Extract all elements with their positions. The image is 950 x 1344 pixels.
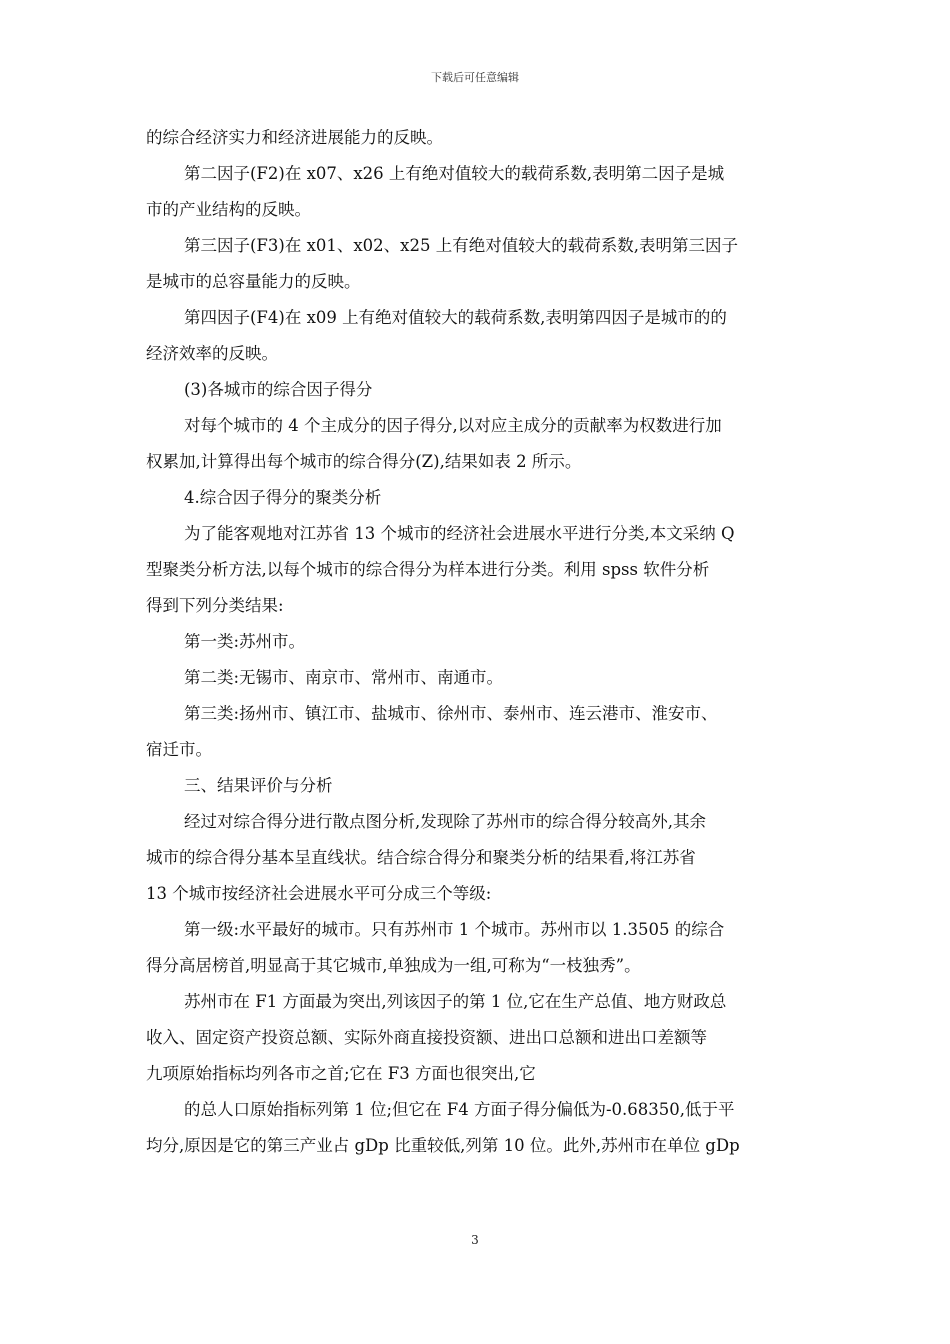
text-line: 第二因子(F2)在 x07、x26 上有绝对值较大的载荷系数,表明第二因子是城 [184, 164, 725, 183]
text-line: 权累加,计算得出每个城市的综合得分(Z),结果如表 2 所示。 [146, 452, 582, 471]
text-line: 第四因子(F4)在 x09 上有绝对值较大的载荷系数,表明第四因子是城市的的 [184, 308, 727, 327]
document-body [146, 120, 806, 1164]
text-line: 第一类:苏州市。 [184, 632, 306, 651]
text-line: 第二类:无锡市、南京市、常州市、南通市。 [184, 668, 504, 687]
text-line: 的综合经济实力和经济进展能力的反映。 [146, 128, 443, 147]
text-line: 收入、固定资产投资总额、实际外商直接投资额、进出口总额和进出口差额等 [146, 1028, 707, 1047]
text-line: 为了能客观地对江苏省 13 个城市的经济社会进展水平进行分类,本文采纳 Q [184, 524, 735, 543]
text-line: 城市的综合得分基本呈直线状。结合综合得分和聚类分析的结果看,将江苏省 [146, 848, 696, 867]
text-line: 三、结果评价与分析 [184, 776, 333, 795]
text-line: 型聚类分析方法,以每个城市的综合得分为样本进行分类。利用 spss 软件分析 [146, 560, 710, 579]
page-header: 下载后可任意编辑 [431, 71, 519, 84]
text-line: 宿迁市。 [146, 740, 212, 759]
text-line: 的总人口原始指标列第 1 位;但它在 F4 方面子得分偏低为-0.68350,低于平 [184, 1100, 735, 1119]
text-line: 市的产业结构的反映。 [146, 200, 311, 219]
text-line: 第三因子(F3)在 x01、x02、x25 上有绝对值较大的载荷系数,表明第三因子 [184, 236, 738, 255]
text-line: 4.综合因子得分的聚类分析 [184, 488, 382, 507]
text-line: 得分高居榜首,明显高于其它城市,单独成为一组,可称为“一枝独秀”。 [146, 956, 641, 975]
text-line: (3)各城市的综合因子得分 [184, 380, 373, 399]
text-line: 经济效率的反映。 [146, 344, 278, 363]
text-line: 得到下列分类结果: [146, 596, 284, 615]
text-line: 是城市的总容量能力的反映。 [146, 272, 361, 291]
text-line: 对每个城市的 4 个主成分的因子得分,以对应主成分的贡献率为权数进行加 [184, 416, 722, 435]
text-line: 第一级:水平最好的城市。只有苏州市 1 个城市。苏州市以 1.3505 的综合 [184, 920, 725, 939]
text-line: 九项原始指标均列各市之首;它在 F3 方面也很突出,它 [146, 1064, 536, 1083]
page-number: 3 [471, 1233, 479, 1247]
text-line: 均分,原因是它的第三产业占 gDp 比重较低,列第 10 位。此外,苏州市在单位 gDp [146, 1136, 740, 1155]
text-line: 经过对综合得分进行散点图分析,发现除了苏州市的综合得分较高外,其余 [184, 812, 706, 831]
text-line: 13 个城市按经济社会进展水平可分成三个等级: [146, 884, 492, 903]
text-line: 第三类:扬州市、镇江市、盐城市、徐州市、泰州市、连云港市、淮安市、 [184, 704, 718, 723]
text-line: 苏州市在 F1 方面最为突出,列该因子的第 1 位,它在生产总值、地方财政总 [184, 992, 727, 1011]
